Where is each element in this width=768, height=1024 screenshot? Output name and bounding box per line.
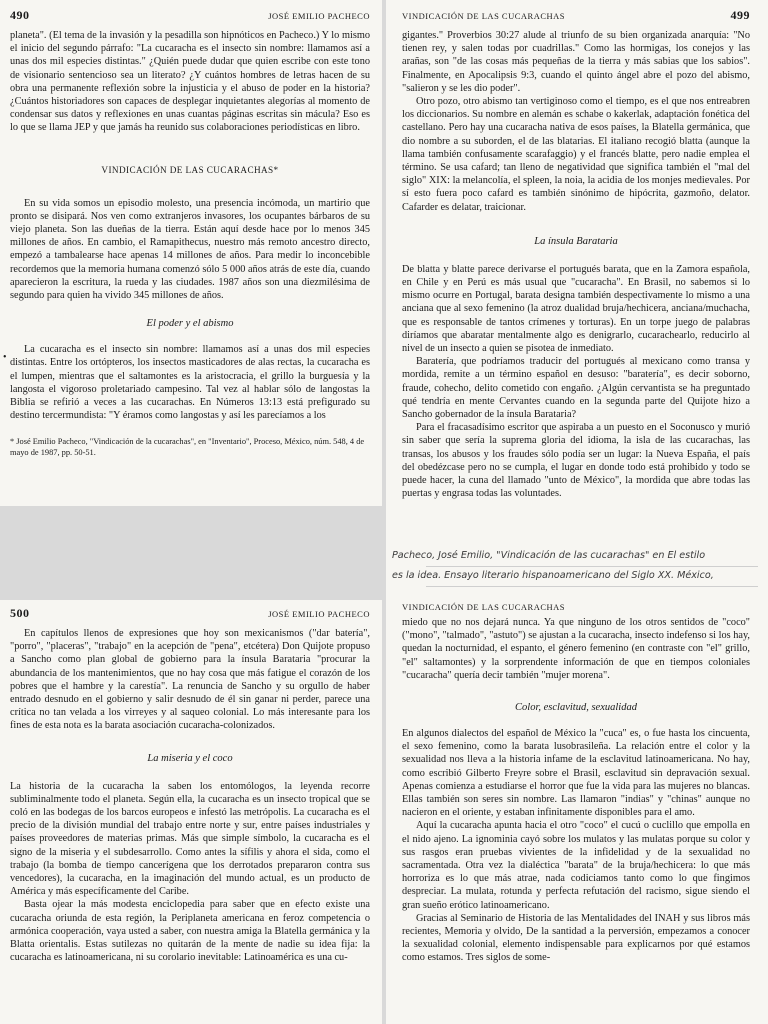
paragraph: En algunos dialectos del español de México la "cuca" es, o fue hasta los cincuenta, el sexo femenino, como la barata lusobrasileña. La relación entre el color y la sexualidad nos lleva a la historia infame de la esclavitud latinoamericana. No hay, como escribió Gilberto Freyre sobre el Brasil, esclavitud sin depravación sexual. Apenas comienza a estudiarse el horror que fue la vida para las mujeres no blancas. Ellas también son seres sin nombre. Las llamaron "indias" y "chinas" aunque no nacieron en el oriente, y estaban infinitamente disponibles para el amo. <box>402 728 750 819</box>
handwriting-underline <box>426 566 758 567</box>
paragraph: gigantes." Proverbios 30:27 alude al triunfo de su bien organizada anarquía: "No tienen rey, y salen todas por cuadrillas." Como las hormigas, los conejos y las arañas, son "de las cosas más pequeñas de la tierra y más sabias que los sabios". Finalmente, en Apocalipsis 9:3, cuando el quinto ángel abre el pozo del abismo, "salieron y se les dio poder". <box>402 30 750 94</box>
running-header <box>10 8 370 23</box>
paragraph: En capítulos llenos de expresiones que hoy son mexicanismos ("dar batería", "porro", "placeras", "trabajo" en la acepción de "pena", etcétera) Don Quijote propuso a Sancho como plan global de gobierno para la ínsula Barataria "procurar la abundancia de los mantenimientos, que no hay cosa que más fatigue el corazón de los pobres que el hambre y la carestía". La renuncia de Sancho y su orgullo de haber entrado desnudo en el gobierno y salir desnudo de él sin ganar ni perder, parece una crítica no tan velada a los virreyes y al saqueo colonial. Lo más interesante para los fines de esta nota es la barata asociación cucaracha-colonizados. <box>10 628 370 732</box>
paragraph: planeta". (El tema de la invasión y la pesadilla son hipnóticos en Pacheco.) Y lo mismo el inicio del segundo párrafo: "La cucaracha es el insecto sin nombre: llamamos así a unas dos mil especies distintas." ¿Quién puede dudar que quien escribe con este tono de visionario sentencioso sea un literato? ¿Y cuántos hombres de letras hacen de su obra una permanente reflexión sobre la injusticia y el abuso de poder en la historia? ¿Cuántos historiadores son capaces de desplegar inquietantes alegorías al momento de condensar sus datos y reflexiones en unas cuantas páginas escritas sin mácula? Eso es lo que se llama JEP y que jamás ha reunido sus colaboraciones periodísticas en libro. <box>10 30 370 134</box>
running-header <box>402 602 750 612</box>
page-number: 500 <box>10 606 30 620</box>
margin-mark: • <box>3 352 7 363</box>
handwritten-citation-line-1: Pacheco, José Emilio, "Vindicación de las cucarachas" en El estilo <box>392 550 706 561</box>
paragraph: Aquí la cucaracha apunta hacia el otro "coco" el cucú o cuclillo que empolla en el nido ajeno. La ignominia cayó sobre los mulatos y las mulatas porque su color y sus rasgos eran pruebas vivientes de la infidelidad y de la sexualidad no sacramentada. Otra vez la dialéctica "barata" de la bruja/hechicera: lo que más horroriza es lo que más atrae, nada codiciamos tanto como lo que fingimos despreciar. La mulata, rotunda y perfecta refutación del racismo, sigue siendo el gran sueño erótico latinoamericano. <box>402 820 750 911</box>
running-header <box>402 8 750 23</box>
page-501-bottom <box>386 600 768 1024</box>
handwritten-citation-line-2: es la idea. Ensayo literario hispanoamericano del Siglo XX. México, <box>392 570 714 581</box>
paragraph: De blatta y blatte parece derivarse el portugués barata, que en la Zamora española, en Chile y en Perú es más usual que "cucaracha". En Brasil, no sabemos si lo mismo ocurre en Portugal, barata designa también despectivamente lo mismo a una anciana que al sexo femenino (la atroz dualidad bruja/hechicera, anciana/muchacha, que es responsable de tantos crímenes y torturas). En un torpe juego de palabras diríamos que abaratar mentalmente algo es denigrarlo, cucarachearlo, reducirlo al nivel de un insecto a quien se pisotea de inmediato. <box>402 263 750 355</box>
handwriting-underline <box>426 586 758 587</box>
page-499-top <box>386 0 768 600</box>
subsection-title: El poder y el abismo <box>146 318 234 330</box>
running-head-title: VINDICACIÓN DE LAS CUCARACHAS <box>402 11 566 21</box>
page-number: 499 <box>730 8 750 22</box>
essay-title: VINDICACIÓN DE LAS CUCARACHAS* <box>101 164 279 175</box>
running-header <box>10 606 370 621</box>
paragraph: Para el fracasadísimo escritor que aspiraba a un puesto en el Soconusco y murió sin saber que sería la suprema gloria del idioma, la isla de las cucarachas, las transas, los abusos y los fraudes sólo podía ser un lugar: la Nueva España, el país del obedézcase pero no se cumpla, el lugar en donde todo está prohibido y todo se puede hacer, la cuna del llamado "unto de México", la mordida que abre todas las puertas y engrasa todas las voluntades. <box>402 422 750 500</box>
footnote: * José Emilio Pacheco, "Vindicación de la cucarachas", en "Inventario", Proceso, México, núm. 548, 4 de mayo de 1987, pp. 50-51. <box>10 437 365 458</box>
paragraph: Gracias al Seminario de Historia de las Mentalidades del INAH y sus libros más recientes, Memoria y olvido, De la santidad a la perversión, empezamos a conocer la sexualidad colonial, elemento indispensable para explicarnos por qué estamos como estamos. Tres siglos de some- <box>402 912 750 964</box>
running-head-author: JOSÉ EMILIO PACHECO <box>268 11 370 21</box>
paragraph: miedo que no nos dejará nunca. Ya que ninguno de los otros sentidos de "coco" ("mono", "talmado", "astuto") se ajustan a la cucaracha, insecto indefenso si los hay, quedan la nocturnidad, el espanto, el género femenino (en contraste con "el" grillo, "el" saltamontes) y la sorprendente información de que en tiempos coloniales "cucaracha" quería decir también "mujer morena". <box>402 617 750 681</box>
subsection-title: La miseria y el coco <box>147 752 233 764</box>
paragraph: Otro pozo, otro abismo tan vertiginoso como el tiempo, es el que nos entreabren los diccionarios. Su nombre en alemán es schabe o kakerlak, adaptación fonética del castellano. Pero hay una cucaracha nativa de esos países, la Blatella germánica, que dio nombre a su suborden, el de las blatarias. El italiano recogió blatta (aunque la llama también confusamente scarafaggio) y el francés blatte, pero nadie emplea el término. Se usa cafard; tan lleno de negatividad que significa también el "mal del siglo" XIX: la melancolía, el spleen, la noia, la acidia de los monjes medievales. Por sí esto fuera poco cafard es también sinónimo de hipócrita, gazmoño, delator. Cafarder es delatar, traicionar. <box>402 96 750 213</box>
subsection-title: Color, esclavitud, sexualidad <box>515 702 637 714</box>
paragraph: Baratería, que podríamos traducir del portugués al mexicano como transa y mordida, remite a un término español en desuso: "baratería", es decir soborno, fraude, cohecho, delito cometido con engaño. ¿Algún cervantista se ha preguntado qué tendría en mente Cervantes cuando en la segunda parte del Quijote hizo a Sancho gobernador de la ínsula Barataria? <box>402 356 750 421</box>
subsection-title: La ínsula Barataria <box>534 235 618 247</box>
paragraph: La cucaracha es el insecto sin nombre: llamamos así a unas dos mil especies distintas. Entre los ortópteros, los insectos masticadores de alas rectas, la cucaracha es el lumpen, mientras que el saltamontes es la aristocracia, el grillo la burguesía y la langosta el vigoroso proletariado campesino. Tal vez al hablar sólo de langostas la Biblia se refirió a veces a las cucarachas. En Números 13:13 está prefigurado su destino tercermundista: "Y éramos como langostas y así les parecíamos a los <box>10 344 370 422</box>
page-490-top <box>0 0 382 506</box>
paragraph: La historia de la cucaracha la saben los entomólogos, la leyenda recorre subliminalmente todo el planeta. Según ella, la cucaracha es un insecto tropical que se coló en las bodegas de los barcos europeos e infestó las metrópolis. La cucaracha es el precio de la división mundial del trabajo entre norte y sur, entre países industriales y países proveedores de materias primas. Más que simple símbolo, la cucaracha es el signo de la miseria y el subdesarrollo. Como antes la sífilis y ahora el sida, como el trabajo (la bomba de tiempo cancerígena que los derrotados prepararon contra sus vencedores), la cucaracha, en la imaginación del mundo actual, es un producto de América y más específicamente del Caribe. <box>10 780 370 898</box>
page-number: 490 <box>10 8 30 22</box>
paragraph: En su vida somos un episodio molesto, una presencia incómoda, un martirio que pronto se disipará. Nos ven como extranjeros invasores, los ocupantes bárbaros de su viejo planeta. Son las dueñas de la tierra. Están aquí desde hace por lo menos 345 millones de años. En cambio, el Ramapithecus, nuestro más remoto ancestro directo, empezó a tambalearse hace apenas 14 millones de años. Para medir lo inconcebible recordemos que la memoria humana comenzó sólo 5 000 años atrás de este día, cuando aparecieron la escritura, la rueda y las ciudades. 1987 años son una diezmilésima de segundo para quien ha vivido 345 millones de años. <box>10 197 370 302</box>
running-head-author: JOSÉ EMILIO PACHECO <box>268 609 370 619</box>
running-head-title: VINDICACIÓN DE LAS CUCARACHAS <box>402 602 566 612</box>
page-500-bottom <box>0 600 382 1024</box>
paragraph: Basta ojear la más modesta enciclopedia para saber que en efecto existe una cucaracha oriunda de esta región, la Periplaneta americana en feroz competencia o armónica cooperación, vaya usted a saber, con nuestra amiga la Blatella germánica y la Blatta orientalis. Estas sutilezas no quitarán de la mente de nadie su idea fija: la cucaracha es latinoamericana, ni su corolario inevitable: Latinoamérica es una cu- <box>10 899 370 964</box>
